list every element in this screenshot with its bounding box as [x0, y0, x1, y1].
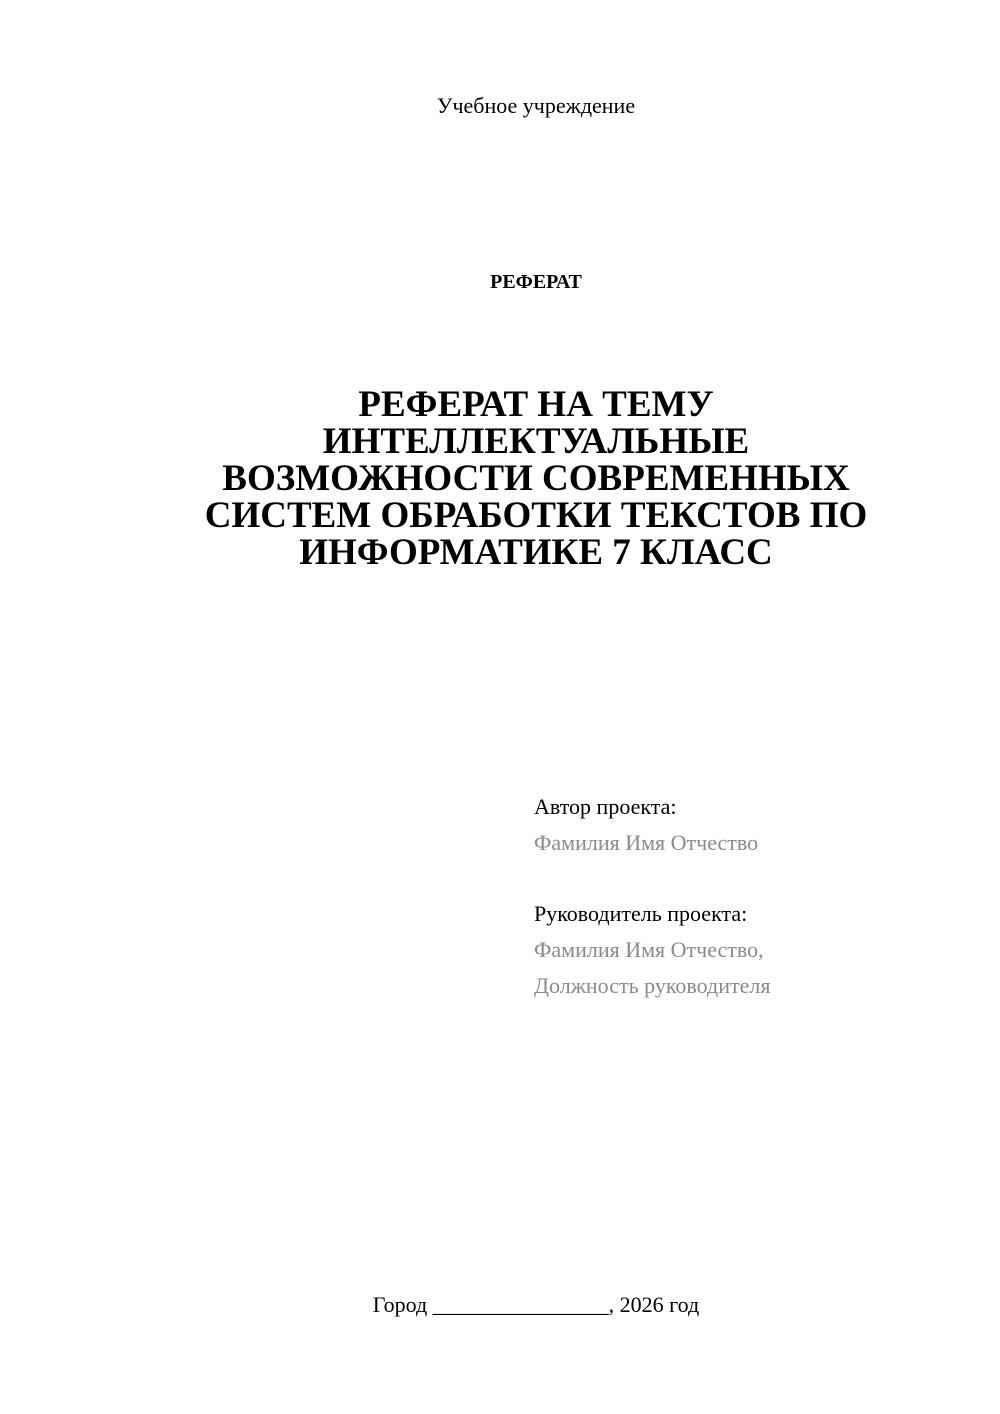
institution-name: Учебное учреждение — [436, 93, 636, 118]
supervisor-name: Фамилия Имя Отчество, — [534, 937, 764, 962]
supervisor-label: Руководитель проекта: — [534, 901, 748, 926]
document-title: РЕФЕРАТ НА ТЕМУ ИНТЕЛЛЕКТУАЛЬНЫЕ ВОЗМОЖНОСТИ СОВРЕМЕННЫХ СИСТЕМ ОБРАБОТКИ ТЕКСТОВ ПО ИНФОРМАТИКЕ 7 КЛАСС — [204, 384, 868, 573]
author-label: Автор проекта: — [534, 794, 677, 819]
credits-spacer — [534, 861, 974, 896]
city-year-line: Город ________________, 2026 год — [372, 1292, 700, 1317]
document-type: РЕФЕРАТ — [490, 271, 582, 293]
supervisor-position: Должность руководителя — [534, 973, 771, 998]
author-name: Фамилия Имя Отчество — [534, 830, 759, 855]
credits-block — [534, 789, 974, 1004]
